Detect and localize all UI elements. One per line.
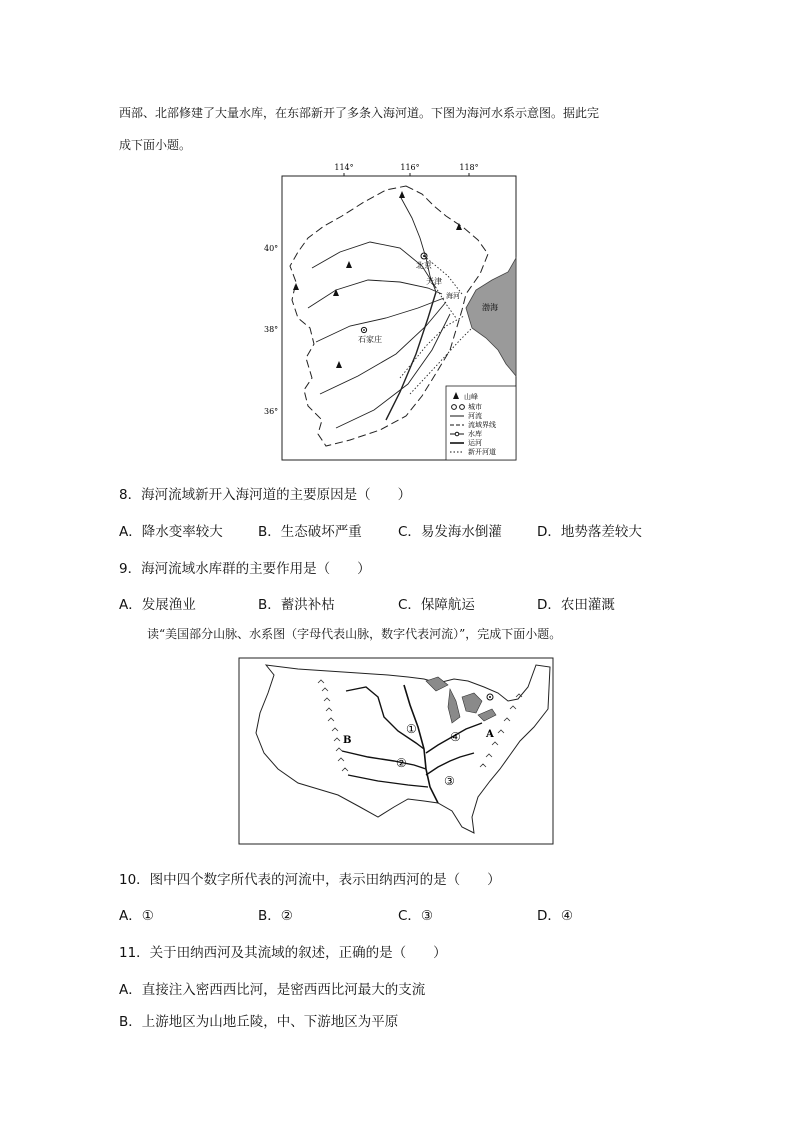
lat-label-36: 36° [264,407,279,416]
city-shijiazhuang: 石家庄 [358,335,382,344]
lon-label-114: 114° [334,163,354,172]
q9-stem: 9．海河流域水库群的主要作用是（ ） [119,561,371,577]
q11-option-b[interactable]: B．上游地区为山地丘陵，中、下游地区为平原 [119,1014,399,1030]
q8-option-c[interactable]: C．易发海水倒灌 [398,524,502,540]
q10-stem: 10．图中四个数字所代表的河流中，表示田纳西河的是（ ） [119,872,501,888]
q8-option-b[interactable]: B．生态破坏严重 [258,524,362,540]
mountain-label-a: A [486,729,494,740]
legend-river: 河流 [468,412,482,420]
lat-label-38: 38° [264,325,279,334]
river-label-2: ② [396,756,407,770]
instruction-us-map: 读“美国部分山脉、水系图（字母代表山脉，数字代表河流）”，完成下面小题。 [147,627,562,641]
q8-option-a[interactable]: A．降水变率较大 [119,524,223,540]
lon-label-118: 118° [459,163,479,172]
q11-stem: 11．关于田纳西河及其流域的叙述，正确的是（ ） [119,945,447,961]
river-label-4: ④ [450,730,461,744]
us-map [238,657,554,845]
q11-option-a[interactable]: A．直接注入密西西比河，是密西西比河最大的支流 [119,982,426,998]
legend-canal: 运河 [468,439,482,447]
q10-option-a[interactable]: A．① [119,908,154,924]
river-label-1: ① [406,722,417,736]
river-label-haihe: 海河 [446,292,460,300]
q8-stem: 8．海河流域新开入海河道的主要原因是（ ） [119,487,412,503]
legend-new-channel: 新开河道 [468,448,496,456]
legend-peak: 山峰 [464,393,478,401]
lon-label-116: 116° [400,163,420,172]
city-tianjin: 天津 [426,277,442,286]
q9-option-b[interactable]: B．蓄洪补枯 [258,597,335,613]
intro-line-2: 成下面小题。 [119,138,192,152]
q10-option-c[interactable]: C．③ [398,908,434,924]
legend-boundary: 流域界线 [468,421,496,429]
legend-city: 城市 [468,403,482,411]
city-beijing: 北京 [416,261,432,270]
sea-label: 渤海 [482,303,498,312]
q10-option-b[interactable]: B．② [258,908,293,924]
q9-option-d[interactable]: D．农田灌溉 [537,597,615,613]
intro-line-1: 西部、北部修建了大量水库，在东部新开了多条入海河道。下图为海河水系示意图。据此完 [119,106,600,120]
mountain-label-b: B [343,735,352,746]
lat-label-40: 40° [264,244,279,253]
river-label-3: ③ [444,774,455,788]
legend-reservoir: 水库 [468,430,482,438]
q9-option-a[interactable]: A．发展渔业 [119,597,196,613]
q10-option-d[interactable]: D．④ [537,908,573,924]
hai-river-map [250,158,540,464]
q9-option-c[interactable]: C．保障航运 [398,597,475,613]
q8-option-d[interactable]: D．地势落差较大 [537,524,642,540]
